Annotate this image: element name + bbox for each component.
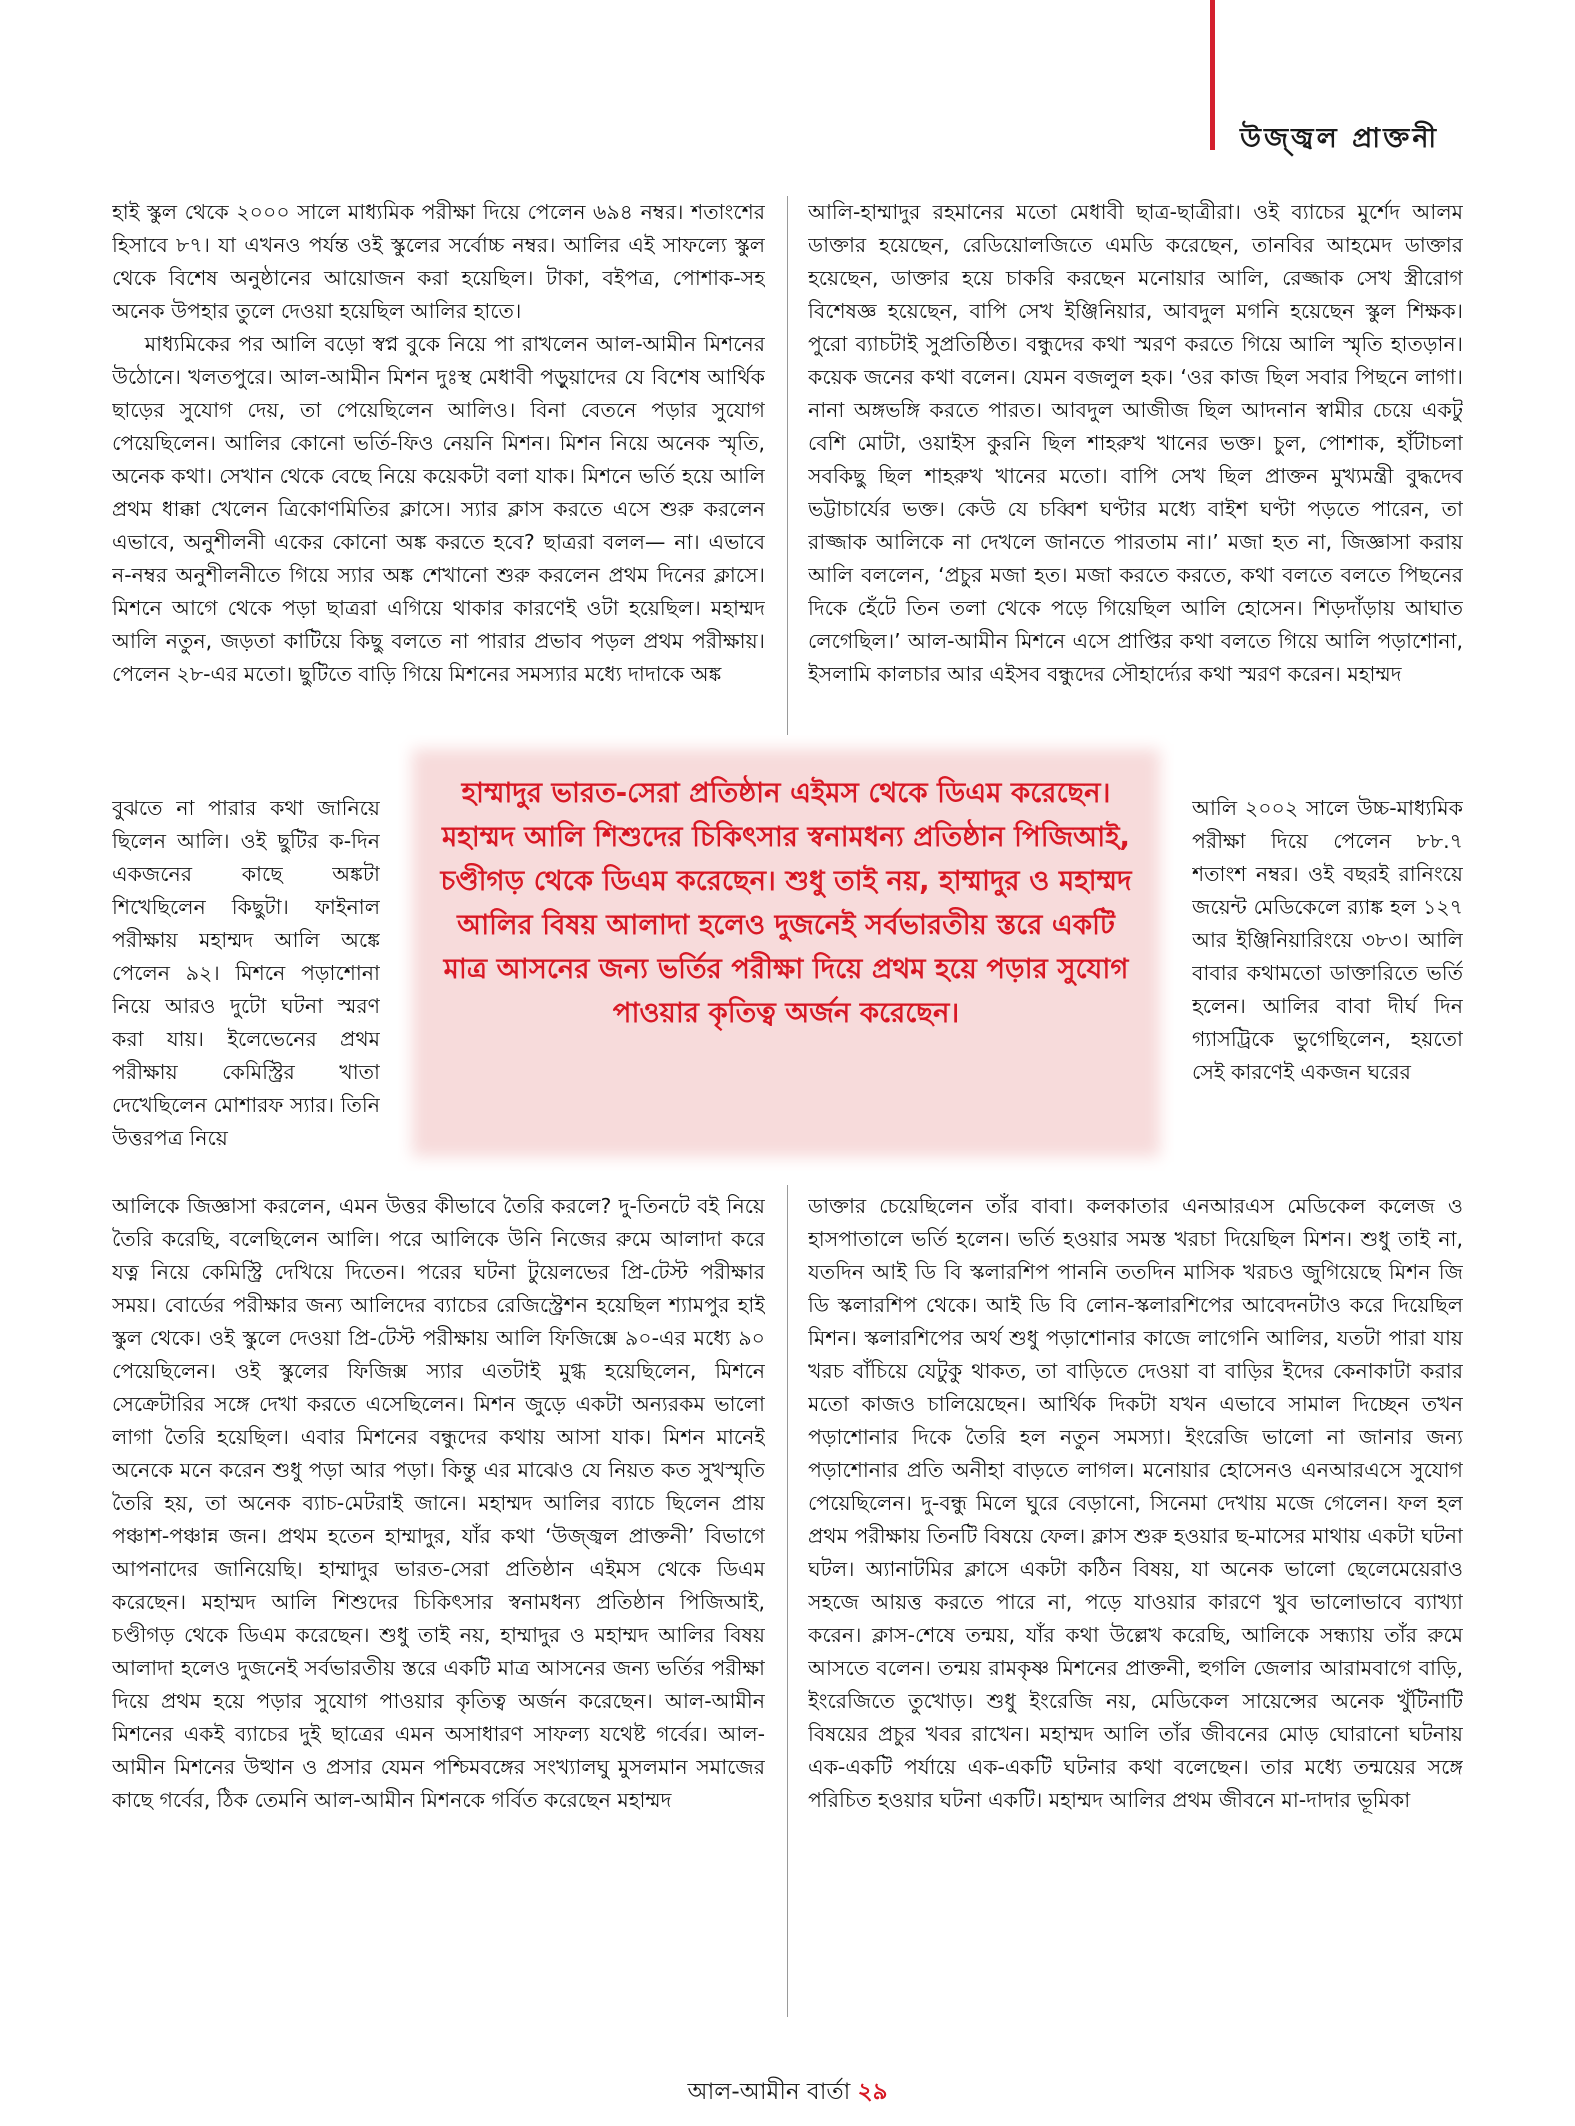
paragraph: ডাক্তার চেয়েছিলেন তাঁর বাবা। কলকাতার এনআরএস মেডিকেল কলেজ ও হাসপাতালে ভর্তি হলেন। ভর্তি হওয়ার সমস্ত খরচা দিয়েছিল মিশন। শুধু তাই না, যতদিন আই ডি বি স্কলারশিপ পাননি ততদিন মাসিক খরচও জুগিয়েছে মিশন জি ডি স্কলারশিপ থেকে। আই ডি বি লোন-স্কলারশিপের আবেদনটাও করে দিয়েছিল মিশন। স্কলারশিপের অর্থ শুধু পড়াশোনার কাজে লাগেনি আলির, যতটা পারা যায় খরচ বাঁচিয়ে যেটুকু থাকত, তা বাড়িতে দেওয়া বা বাড়ির ইদের কেনাকাটা করার মতো কাজও চালিয়েছেন। আর্থিক দিকটা যখন এভাবে সামাল দিচ্ছেন তখন পড়াশোনার দিকে তৈরি হল নতুন সমস্যা। ইংরেজি ভালো না জানার জন্য পড়াশোনার প্রতি অনীহা বাড়তে লাগল। মনোয়ার হোসেনও এনআরএসে সুযোগ পেয়েছিলেন। দু-বন্ধু মিলে ঘুরে বেড়ানো, সিনেমা দেখায় মজে গেলেন। ফল হল প্রথম পরীক্ষায় তিনটি বিষয়ে ফেল। ক্লাস শুরু হওয়ার ছ-মাসের মাথায় একটা ঘটনা ঘটল। অ্যানাটমির ক্লাসে একটা কঠিন বিষয়, যা অনেক ভালো ছেলেমেয়েরাও সহজে আয়ত্ত করতে পারে না, পড়ে যাওয়ার কারণে খুব ভালোভাবে ব্যাখ্যা করেন। ক্লাস-শেষে তন্ময়, যাঁর কথা উল্লেখ করেছি, আলিকে সন্ধ্যায় তাঁর রুমে আসতে বলেন। তন্ময় রামকৃষ্ণ মিশনের প্রাক্তনী, হুগলি জেলার আরামবাগে বাড়ি, ইংরেজিতে তুখোড়। শুধু ইংরেজি নয়, মেডিকেল সায়েন্সের অনেক খুঁটিনাটি বিষয়ের প্রচুর খবর রাখেন। মহাম্মদ আলি তাঁর জীবনের মোড় ঘোরানো ঘটনায় এক-একটি পর্যায়ে এক-একটি ঘটনার কথা বলেছেন। তার মধ্যে তন্ময়ের সঙ্গে পরিচিত হওয়ার ঘটনা একটি। মহাম্মদ আলির প্রথম জীবনে মা-দাদার ভূমিকা [808, 1194, 1463, 1812]
paragraph: আলি ২০০২ সালে উচ্চ-মাধ্যমিক পরীক্ষা দিয়ে পেলেন ৮৮.৭ শতাংশ নম্বর। ওই বছরই রানিংয়ে জয়েন্ট মেডিকেলে র‍্যাঙ্ক হল ১২৭ আর ইঞ্জিনিয়ারিংয়ে ৩৮৩। আলি বাবার কথামতো ডাক্তারিতে ভর্তি হলেন। আলির বাবা দীর্ঘ দিন গ্যাসট্রিকে ভুগেছিলেন, হয়তো সেই কারণেই একজন ঘরের [1192, 796, 1463, 1084]
column-divider [787, 196, 788, 736]
right-column-bottom [808, 1190, 1463, 2017]
left-column-narrow [112, 792, 380, 1188]
paragraph: বুঝতে না পারার কথা জানিয়ে ছিলেন আলি। ওই ছুটির ক-দিন একজনের কাছে অঙ্কটা শিখেছিলেন কিছুটা। ফাইনাল পরীক্ষায় মহাম্মদ আলি অঙ্কে পেলেন ৯২। মিশনে পড়াশোনা নিয়ে আরও দুটো ঘটনা স্মরণ করা যায়। ইলেভেনের প্রথম পরীক্ষায় কেমিস্ট্রির খাতা দেখেছিলেন মোশারফ স্যার। তিনি উত্তরপত্র নিয়ে [112, 796, 380, 1150]
left-column-top [112, 196, 765, 792]
paragraph: আলিকে জিজ্ঞাসা করলেন, এমন উত্তর কীভাবে তৈরি করলে? দু-তিনটে বই নিয়ে তৈরি করেছি, বলেছিলেন আলি। পরে আলিকে উনি নিজের রুমে আলাদা করে যত্ন নিয়ে কেমিস্ট্রি দেখিয়ে দিতেন। পরের ঘটনা টুয়েলভের প্রি-টেস্ট পরীক্ষার সময়। বোর্ডের পরীক্ষার জন্য আলিদের ব্যাচের রেজিস্ট্রেশন হয়েছিল শ্যামপুর হাই স্কুল থেকে। ওই স্কুলে দেওয়া প্রি-টেস্ট পরীক্ষায় আলি ফিজিক্সে ৯০-এর মধ্যে ৯০ পেয়েছিলেন। ওই স্কুলের ফিজিক্স স্যার এতটাই মুগ্ধ হয়েছিলেন, মিশনে সেক্রেটারির সঙ্গে দেখা করতে এসেছিলেন। মিশন জুড়ে একটা অন্যরকম ভালো লাগা তৈরি হয়েছিল। এবার মিশনের বন্ধুদের কথায় আসা যাক। মিশন মানেই অনেকে মনে করেন শুধু পড়া আর পড়া। কিন্তু এর মাঝেও যে নিয়ত কত সুখস্মৃতি তৈরি হয়, তা অনেক ব্যাচ-মেটরাই জানে। মহাম্মদ আলির ব্যাচে ছিলেন প্রায় পঞ্চাশ-পঞ্চান্ন জন। প্রথম হতেন হাম্মাদুর, যাঁর কথা ‘উজ্জ্বল প্রাক্তনী’ বিভাগে আপনাদের জানিয়েছি। হাম্মাদুর ভারত-সেরা প্রতিষ্ঠান এইমস থেকে ডিএম করেছেন। মহাম্মদ আলি শিশুদের চিকিৎসার স্বনামধন্য প্রতিষ্ঠান পিজিআই, চণ্ডীগড় থেকে ডিএম করেছেন। শুধু তাই নয়, হাম্মাদুর ও মহাম্মদ আলির বিষয় আলাদা হলেও দুজনেই সর্বভারতীয় স্তরে একটি মাত্র আসনের জন্য ভর্তির পরীক্ষা দিয়ে প্রথম হয়ে পড়ার সুযোগ পাওয়ার কৃতিত্ব অর্জন করেছেন। আল-আমীন মিশনের একই ব্যাচের দুই ছাত্রের এমন অসাধারণ সাফল্য যথেষ্ট গর্বের। আল-আমীন মিশনের উত্থান ও প্রসার যেমন পশ্চিমবঙ্গের সংখ্যালঘু মুসলমান সমাজের কাছে গর্বের, ঠিক তেমনি আল-আমীন মিশনকে গর্বিত করেছেন মহাম্মদ [112, 1194, 765, 1812]
paragraph: হাই স্কুল থেকে ২০০০ সালে মাধ্যমিক পরীক্ষা দিয়ে পেলেন ৬৯৪ নম্বর। শতাংশের হিসাবে ৮৭। যা এখনও পর্যন্ত ওই স্কুলের সর্বোচ্চ নম্বর। আলির এই সাফল্যে স্কুল থেকে বিশেষ অনুষ্ঠানের আয়োজন করা হয়েছিল। টাকা, বইপত্র, পোশাক-সহ অনেক উপহার তুলে দেওয়া হয়েছিল আলির হাতে। [112, 200, 765, 323]
pull-quote: হাম্মাদুর ভারত-সেরা প্রতিষ্ঠান এইমস থেকে ডিএম করেছেন। মহাম্মদ আলি শিশুদের চিকিৎসার স্বনামধন্য প্রতিষ্ঠান পিজিআই, চণ্ডীগড় থেকে ডিএম করেছেন। শুধু তাই নয়, হাম্মাদুর ও মহাম্মদ আলির বিষয় আলাদা হলেও দুজনেই সর্বভারতীয় স্তরে একটি মাত্র আসনের জন্য ভর্তির পরীক্ষা দিয়ে প্রথম হয়ে পড়ার সুযোগ পাওয়ার কৃতিত্ব অর্জন করেছেন। [398, 735, 1174, 1171]
page-footer [0, 2073, 1575, 2112]
section-header-rule [1210, 0, 1215, 150]
section-title: উজ্জ্বল প্রাক্তনী [1240, 123, 1440, 154]
right-column-narrow [1192, 792, 1463, 1188]
paragraph: আলি-হাম্মাদুর রহমানের মতো মেধাবী ছাত্র-ছাত্রীরা। ওই ব্যাচের মুর্শেদ আলম ডাক্তার হয়েছেন, রেডিয়োলজিতে এমডি করেছেন, তানবির আহমেদ ডাক্তার হয়েছেন, ডাক্তার হয়ে চাকরি করছেন মনোয়ার আলি, রেজ্জাক সেখ স্ত্রীরোগ বিশেষজ্ঞ হয়েছেন, বাপি সেখ ইঞ্জিনিয়ার, আবদুল মগনি হয়েছেন স্কুল শিক্ষক। পুরো ব্যাচটাই সুপ্রতিষ্ঠিত। বন্ধুদের কথা স্মরণ করতে গিয়ে আলি স্মৃতি হাতড়ান। কয়েক জনের কথা বলেন। যেমন বজলুল হক। ‘ওর কাজ ছিল সবার পিছনে লাগা। নানা অঙ্গভঙ্গি করতে পারত। আবদুল আজীজ ছিল আদনান স্বামীর চেয়ে একটু বেশি মোটা, ওয়াইস কুরনি ছিল শাহরুখ খানের ভক্ত। চুল, পোশাক, হাঁটাচলা সবকিছু ছিল শাহরুখ খানের মতো। বাপি সেখ ছিল প্রাক্তন মুখ্যমন্ত্রী বুদ্ধদেব ভট্টাচার্যের ভক্ত। কেউ যে চব্বিশ ঘণ্টার মধ্যে বাইশ ঘণ্টা পড়তে পারেন, তা রাজ্জাক আলিকে না দেখলে জানতে পারতাম না।’ মজা হত না, জিজ্ঞাসা করায় আলি বললেন, ‘প্রচুর মজা হত। মজা করতে করতে, কথা বলতে বলতে পিছনের দিকে হেঁটে তিন তলা থেকে পড়ে গিয়েছিল আলি হোসেন। শিড়দাঁড়ায় আঘাত লেগেছিল।’ আল-আমীন মিশনে এসে প্রাপ্তির কথা বলতে গিয়ে আলি পড়াশোনা, ইসলামি কালচার আর এইসব বন্ধুদের সৌহার্দ্যের কথা স্মরণ করেন। মহাম্মদ [808, 200, 1463, 686]
publication-name: আল-আমীন বার্তা [687, 2079, 851, 2105]
right-column-top [808, 196, 1463, 792]
page-number: ২৯ [857, 2079, 888, 2105]
left-column-bottom [112, 1190, 765, 2017]
column-divider [787, 1185, 788, 2017]
paragraph: মাধ্যমিকের পর আলি বড়ো স্বপ্ন বুকে নিয়ে পা রাখলেন আল-আমীন মিশনের উঠোনে। খলতপুরে। আল-আমীন মিশন দুঃস্থ মেধাবী পড়ুয়াদের যে বিশেষ আর্থিক ছাড়ের সুযোগ দেয়, তা পেয়েছিলেন আলিও। বিনা বেতনে পড়ার সুযোগ পেয়েছিলেন। আলির কোনো ভর্তি-ফিও নেয়নি মিশন। মিশন নিয়ে অনেক স্মৃতি, অনেক কথা। সেখান থেকে বেছে নিয়ে কয়েকটা বলা যাক। মিশনে ভর্তি হয়ে আলি প্রথম ধাক্কা খেলেন ত্রিকোণমিতির ক্লাসে। স্যার ক্লাস করতে এসে শুরু করলেন এভাবে, অনুশীলনী একের কোনো অঙ্ক করতে হবে? ছাত্ররা বলল— না। এভাবে ন-নম্বর অনুশীলনীতে গিয়ে স্যার অঙ্ক শেখানো শুরু করলেন প্রথম দিনের ক্লাসে। মিশনে আগে থেকে পড়া ছাত্ররা এগিয়ে থাকার কারণেই ওটা হয়েছিল। মহাম্মদ আলি নতুন, জড়তা কাটিয়ে কিছু বলতে না পারার প্রভাব পড়ল প্রথম পরীক্ষায়। পেলেন ২৮-এর মতো। ছুটিতে বাড়ি গিয়ে মিশনের সমস্যার মধ্যে দাদাকে অঙ্ক [112, 332, 765, 686]
